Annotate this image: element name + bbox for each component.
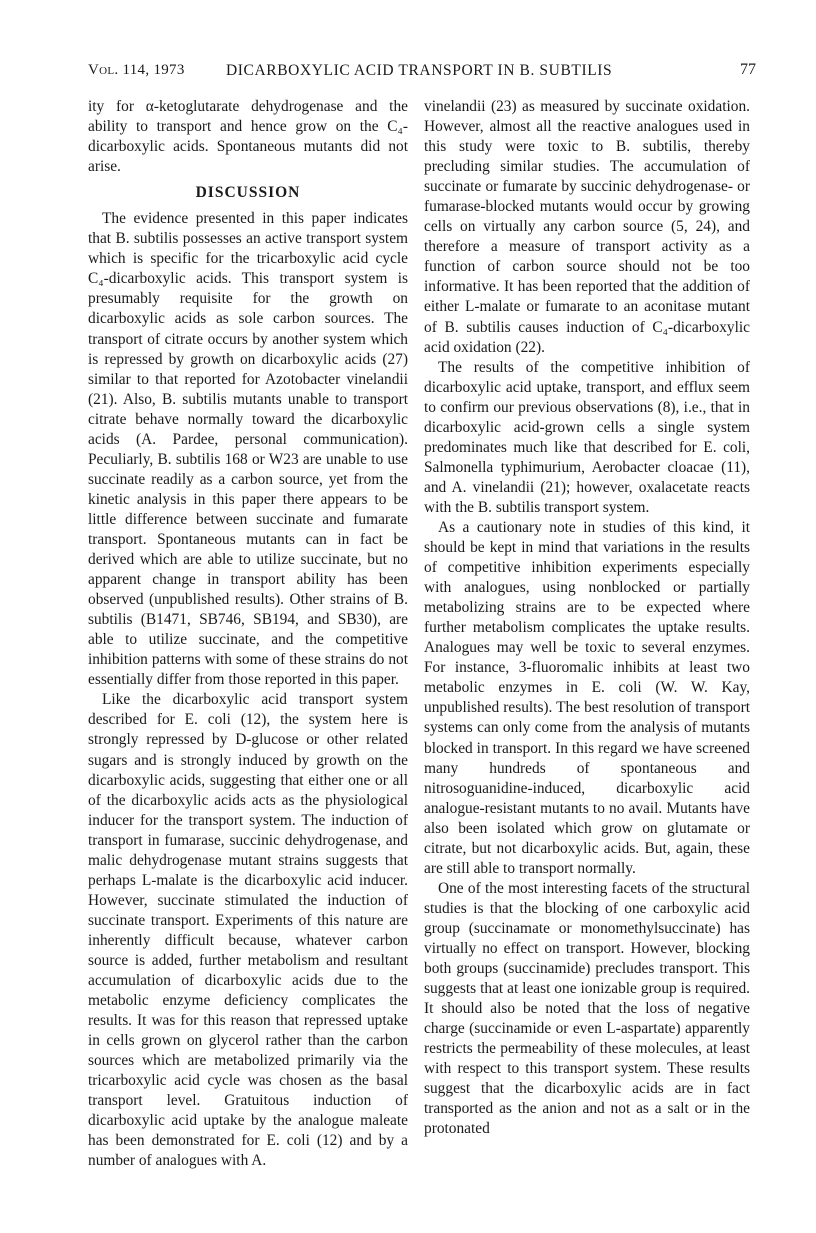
- paragraph: Like the dicarboxylic acid transport system described for E. coli (12), the system here is strongly repressed by D-glucose or other related sugars and is strongly induced by growth on the dicarboxylic acids, suggesting that either one or all of the dicarboxylic acids acts as the physiological inducer for the transport system. The induction of transport in fumarase, succinic dehydrogenase, and malic dehydrogenase mutant strains suggests that perhaps L-malate is the dicarboxylic acid inducer. However, succinate stimulated the induction of succinate transport. Experiments of this nature are inherently difficult because, whatever carbon source is added, further metabolism and resultant accumulation of dicarboxylic acids due to the metabolic enzyme deficiency complicates the results. It was for this reason that repressed uptake in cells grown on glycerol rather than the carbon sources which are metabolized primarily via the tricarboxylic acid cycle was chosen as the basal transport level. Gratuitous induction of dicarboxylic acid uptake by the analogue maleate has been demonstrated for E. coli (12) and by a number of analogues with A.: [88, 691, 408, 1170]
- running-header: [88, 62, 756, 84]
- paragraph: The results of the competitive inhibition of dicarboxylic acid uptake, transport, and efflux seem to confirm our previous observations (8), i.e., that in dicarboxylic acid-grown cells a single system predominates much like that described for E. coli, Salmonella typhimurium, Aerobacter cloacae (11), and A. vinelandii (21); however, oxalacetate reacts with the B. subtilis transport system.: [424, 358, 750, 516]
- continued-paragraph: vinelandii (23) as measured by succinate oxidation. However, almost all the reactive analogues used in this study were toxic to B. subtilis, thereby precluding similar studies. The accumulation of succinate or fumarate by succinic dehydrogenase- or fumarase-blocked mutants would occur by growing cells on virtually any carbon source (5, 24), and therefore a measure of transport activity as a function of carbon source should not be too informative. It has been reported that the addition of either L-malate or fumarate to an aconitase mutant of B. subtilis causes induction of C₄-dicarboxylic acid oxidation (22).: [424, 98, 750, 356]
- running-title: DICARBOXYLIC ACID TRANSPORT IN B. SUBTILIS: [226, 62, 613, 79]
- paragraph: As a cautionary note in studies of this kind, it should be kept in mind that variations in the results of competitive inhibition experiments especially with analogues, using nonblocked or partially metabolizing strains are to be expected where further metabolism complicates the uptake results. Analogues may well be toxic to several enzymes. For instance, 3-fluoromalic inhibits at least two metabolic enzymes in E. coli (W. W. Kay, unpublished results). The best resolution of transport systems can only come from the analysis of mutants blocked in transport. In this regard we have screened many hundreds of spontaneous and nitrosoguanidine-induced, dicarboxylic acid analogue-resistant mutants to no avail. Mutants have also been isolated which grow on glutamate or citrate, but not dicarboxylic acids. But, again, these are still able to transport normally.: [424, 518, 750, 877]
- page-number: 77: [740, 61, 756, 78]
- volume-year: Vol. 114, 1973: [88, 62, 185, 78]
- continued-paragraph: ity for α-ketoglutarate dehydrogenase and the ability to transport and hence grow on the C₄-dicarboxylic acids. Spontaneous mutants did not arise.: [88, 98, 408, 176]
- paragraph: One of the most interesting facets of the structural studies is that the blocking of one carboxylic acid group (succinamate or monomethylsuccinate) has virtually no effect on transport. However, blocking both groups (succinamide) precludes transport. This suggests that at least one ionizable group is required. It should also be noted that the loss of negative charge (succinamide or even L-aspartate) apparently restricts the permeability of these molecules, at least with respect to this transport system. These results suggest that the dicarboxylic acids are in fact transported as the anion and not as a salt or in the protonated: [424, 879, 750, 1138]
- paragraph: The evidence presented in this paper indicates that B. subtilis possesses an active transport system which is specific for the tricarboxylic acid cycle C₄-dicarboxylic acids. This transport system is presumably requisite for the growth on dicarboxylic acids as sole carbon sources. The transport of citrate occurs by another system which is repressed by growth on dicarboxylic acids (27) similar to that reported for Azotobacter vinelandii (21). Also, B. subtilis mutants unable to transport citrate behave normally toward the dicarboxylic acids (A. Pardee, personal communication). Peculiarly, B. subtilis 168 or W23 are unable to use succinate readily as a carbon source, yet from the kinetic analysis in this paper there appears to be little difference between succinate and fumarate transport. Spontaneous mutants can in fact be derived which are able to utilize succinate, but no apparent change in transport ability has been observed (unpublished results). Other strains of B. subtilis (B1471, SB746, SB194, and SB30), are able to utilize succinate, and the competitive inhibition patterns with some of these strains do not essentially differ from those reported in this paper.: [88, 210, 408, 689]
- left-column: [88, 97, 408, 1171]
- right-column: [424, 97, 750, 1139]
- section-heading: DISCUSSION: [195, 184, 301, 202]
